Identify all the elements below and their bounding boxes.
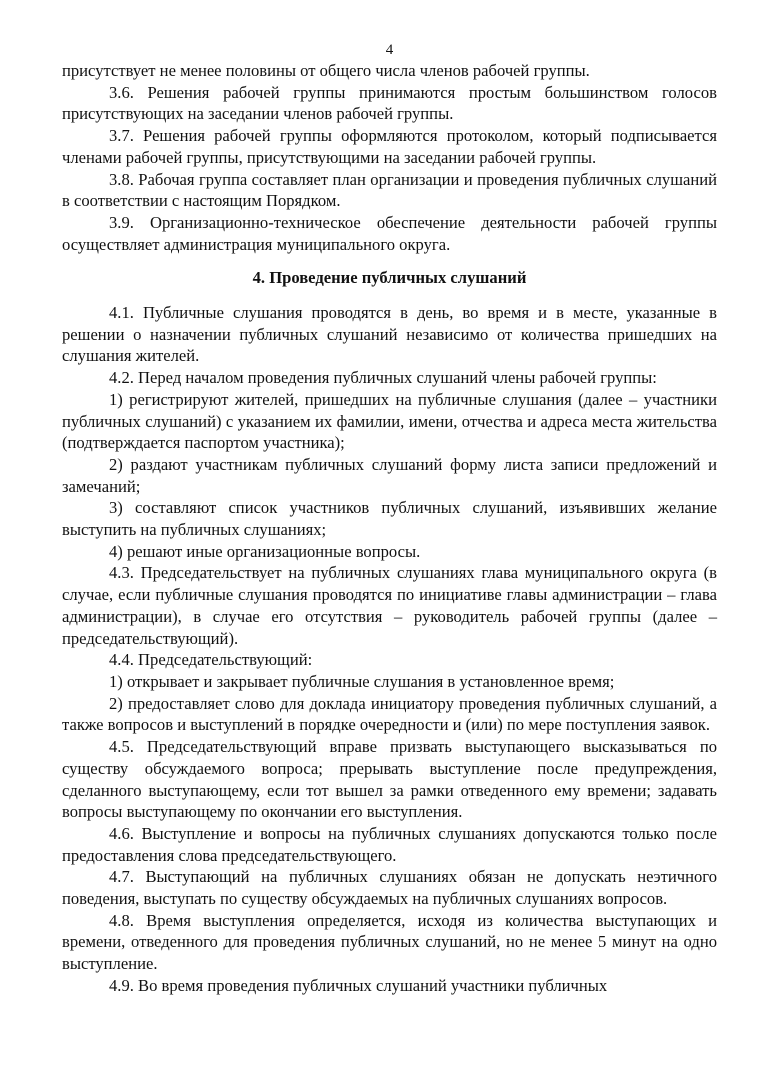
paragraph-4-8: 4.8. Время выступления определяется, исходя из количества выступающих и времени, отведенного для проведения публичных слушаний, но не менее 5 минут на одно выступление.	[62, 910, 717, 974]
paragraph-4-1: 4.1. Публичные слушания проводятся в день, во время и в месте, указанные в решении о назначении публичных слушаний независимо от количества пришедших на слушания жителей.	[62, 303, 717, 366]
paragraph-4-7: 4.7. Выступающий на публичных слушаниях обязан не допускать неэтичного поведения, выступать по существу обсуждаемых на публичных слушаниях вопросов.	[62, 867, 717, 909]
paragraph-4-9: 4.9. Во время проведения публичных слушаний участники публичных	[109, 975, 608, 995]
paragraph-4-2: 4.2. Перед началом проведения публичных слушаний члены рабочей группы:	[109, 368, 657, 388]
page-number: 4	[385, 42, 394, 58]
paragraph-3-7: 3.7. Решения рабочей группы оформляются протоколом, который подписывается членами рабочей группы, присутствующими на заседании рабочей группы.	[62, 126, 717, 167]
paragraph-4-5: 4.5. Председательствующий вправе призвать выступающего высказываться по существу обсуждаемого вопроса; прерывать выступление после предупреждения, сделанного выступающему, если тот вышел за рамки отведенного ему времени; задавать вопросы выступающему по окончании его выступления.	[62, 737, 717, 822]
paragraph-3-8: 3.8. Рабочая группа составляет план организации и проведения публичных слушаний в соответствии с настоящим Порядком.	[62, 169, 717, 211]
paragraph-3-5-continuation: присутствует не менее половины от общего числа членов рабочей группы.	[62, 61, 590, 80]
paragraph-4-4-item-2: 2) предоставляет слово для доклада инициатору проведения публичных слушаний, а также вопросов и выступлений в порядке очередности и (или) по мере поступления заявок.	[62, 693, 717, 735]
paragraph-4-2-item-3: 3) составляют список участников публичных слушаний, изъявивших желание выступить на публичных слушаниях;	[62, 498, 717, 540]
paragraph-4-2-item-4: 4) решают иные организационные вопросы.	[109, 541, 421, 561]
document-page	[62, 40, 717, 997]
paragraph-4-2-item-2: 2) раздают участникам публичных слушаний форму листа записи предложений и замечаний;	[62, 454, 717, 496]
paragraph-4-2-item-1: 1) регистрируют жителей, пришедших на публичные слушания (далее – участники публичных слушаний) с указанием их фамилии, имени, отчества и адреса места жительства (подтверждается паспортом участника);	[62, 389, 717, 453]
paragraph-4-6: 4.6. Выступление и вопросы на публичных слушаниях допускаются только после предоставления слова председательствующего.	[62, 823, 717, 865]
section-4-heading: 4. Проведение публичных слушаний	[252, 268, 527, 288]
paragraph-4-4: 4.4. Председательствующий:	[109, 650, 313, 670]
paragraph-3-6: 3.6. Решения рабочей группы принимаются простым большинством голосов присутствующих на заседании членов рабочей группы.	[62, 82, 717, 124]
paragraph-4-4-item-1: 1) открывает и закрывает публичные слушания в установленное время;	[109, 671, 615, 691]
paragraph-4-3: 4.3. Председательствует на публичных слушаниях глава муниципального округа (в случае, если публичные слушания проводятся по инициативе главы администрации – глава администрации), в случае его отсутствия – руководитель рабочей группы (далее – председательствующий).	[62, 563, 717, 648]
paragraph-3-9: 3.9. Организационно-техническое обеспечение деятельности рабочей группы осуществляет администрация муниципального округа.	[62, 212, 717, 254]
